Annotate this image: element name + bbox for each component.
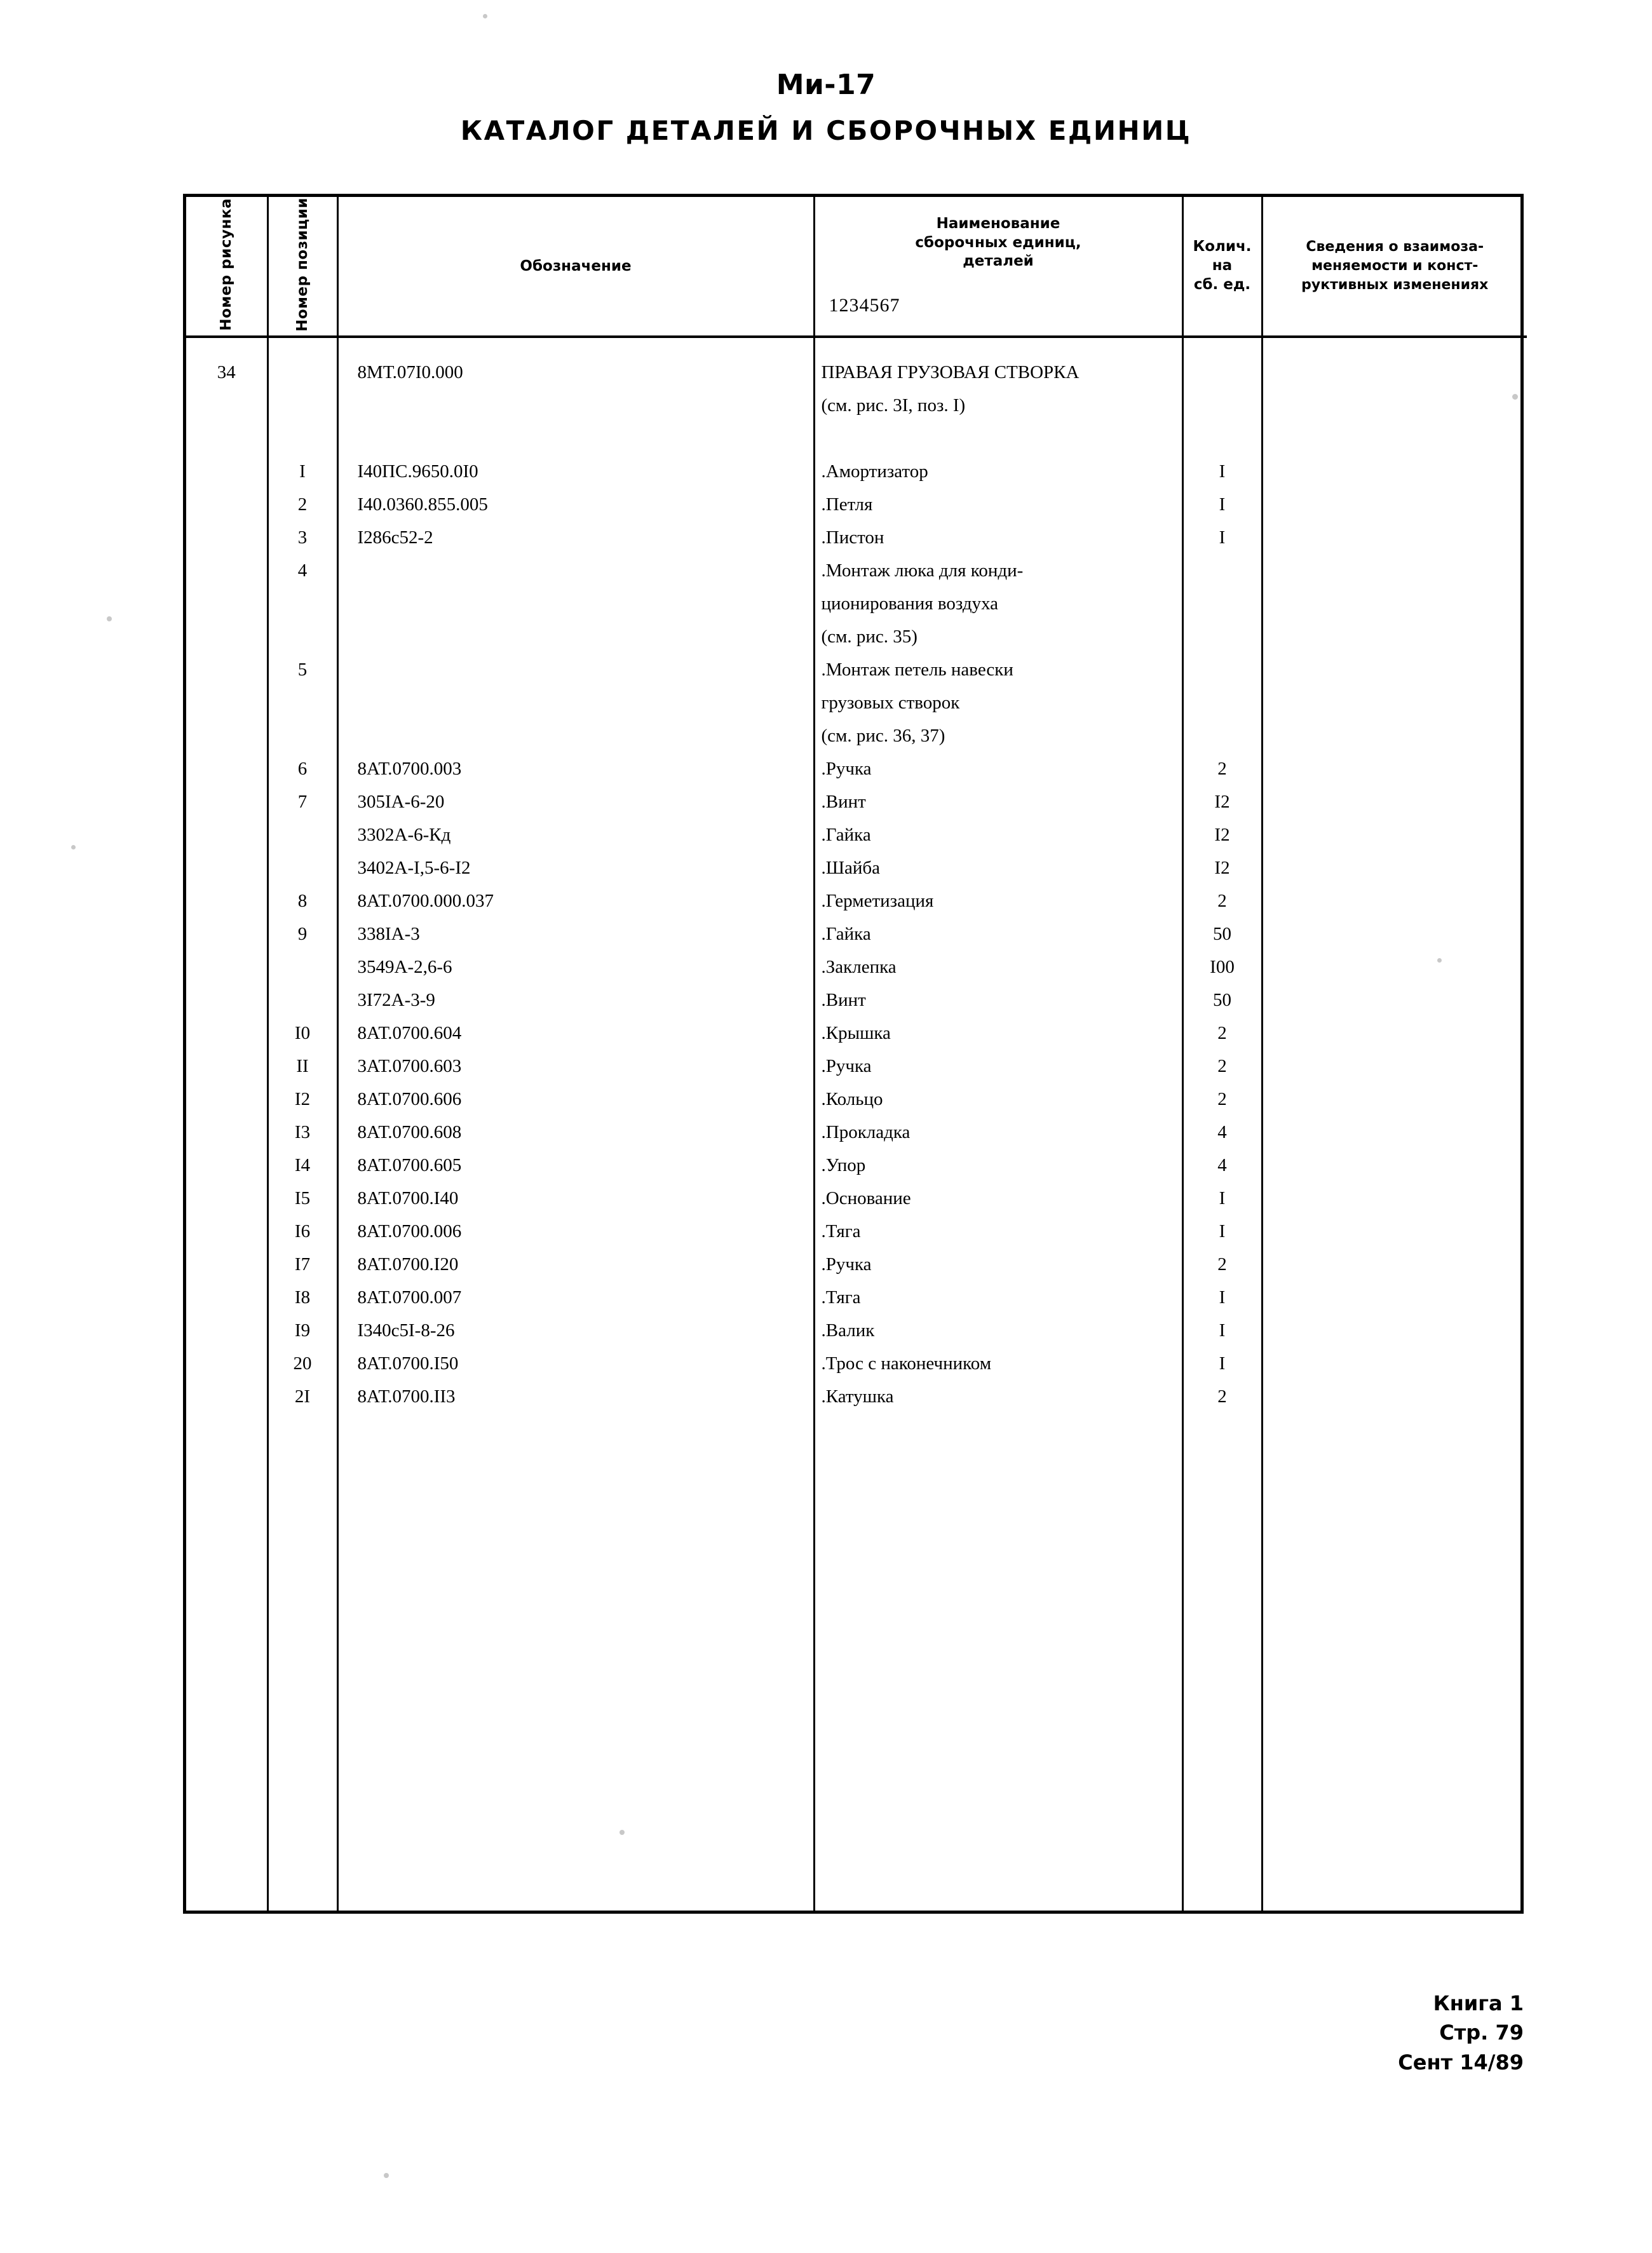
position-cell xyxy=(269,422,337,455)
quantity-cell: I xyxy=(1219,1353,1226,1374)
quantity-cell: I xyxy=(1219,1287,1226,1308)
position-cell xyxy=(269,851,337,884)
figure-cell xyxy=(186,951,267,984)
designation-cell: 3402А-I,5-6-I2 xyxy=(357,858,471,878)
designation-cell: 8АТ.0700.II3 xyxy=(357,1386,456,1407)
quantity-cell: 50 xyxy=(1213,990,1231,1010)
figure-cell xyxy=(186,1083,267,1116)
figure-cell xyxy=(186,1380,267,1413)
figure-cell xyxy=(186,488,267,521)
note-cell xyxy=(1263,554,1527,587)
quantity-cell xyxy=(1184,653,1261,686)
scan-speckle xyxy=(384,2173,389,2178)
figure-cell xyxy=(186,1314,267,1347)
quantity-cell: 2 xyxy=(1217,1056,1227,1076)
position-cell xyxy=(269,587,337,620)
quantity-cell: I xyxy=(1219,461,1226,482)
column-header-ruler: 1234567 xyxy=(829,295,900,316)
column-header-notes xyxy=(1262,197,1527,337)
designation-cell: 3АТ.0700.603 xyxy=(357,1056,462,1076)
footer-book: Книга 1 xyxy=(1433,1991,1524,2015)
figure-cell xyxy=(186,818,267,851)
name-cell: .Упор xyxy=(821,1155,866,1175)
figure-cell xyxy=(186,1281,267,1314)
name-cell: .Шайба xyxy=(821,858,881,878)
quantity-cell xyxy=(1184,587,1261,620)
column-header-notes-lines xyxy=(1263,238,1527,294)
position-column-list xyxy=(269,356,337,1413)
column-header-name-line2: сборочных единиц, xyxy=(915,234,1081,251)
designation-cell: 8АТ.0700.007 xyxy=(357,1287,462,1308)
designation-cell: 8АТ.0700.006 xyxy=(357,1221,462,1242)
name-cell: .Петля xyxy=(821,494,873,515)
figure-cell xyxy=(186,719,267,752)
quantity-cell: I xyxy=(1219,1320,1226,1341)
note-cell xyxy=(1263,356,1527,389)
figure-cell xyxy=(186,521,267,554)
figure-cell xyxy=(186,785,267,818)
quantity-cell xyxy=(1184,554,1261,587)
column-header-notes-line1: Сведения о взаимоза- xyxy=(1306,239,1484,255)
figure-cell: 34 xyxy=(217,362,236,382)
designation-cell xyxy=(358,719,813,752)
table-body xyxy=(186,337,1527,1911)
quantity-cell xyxy=(1184,620,1261,653)
position-cell: 4 xyxy=(297,560,308,581)
figure-cell xyxy=(186,1050,267,1083)
designation-cell: 8АТ.0700.608 xyxy=(357,1122,462,1142)
quantity-cell: 2 xyxy=(1217,1386,1227,1407)
designation-cell xyxy=(358,554,813,587)
figure-cell xyxy=(186,752,267,785)
name-cell xyxy=(822,422,1182,455)
note-cell xyxy=(1263,455,1527,488)
position-cell: I8 xyxy=(294,1287,311,1308)
quantity-cell: I00 xyxy=(1210,957,1235,977)
name-cell: .Валик xyxy=(821,1320,875,1341)
note-cell xyxy=(1263,1281,1527,1314)
figure-cell xyxy=(186,422,267,455)
name-cell: .Прокладка xyxy=(821,1122,911,1142)
position-cell xyxy=(269,951,337,984)
figure-cell xyxy=(186,554,267,587)
footer-page: Стр. 79 xyxy=(1439,2020,1524,2045)
position-cell: 2I xyxy=(294,1386,311,1407)
quantity-cell: I2 xyxy=(1214,858,1230,878)
quantity-cell: 4 xyxy=(1217,1155,1227,1175)
position-cell: I9 xyxy=(294,1320,311,1341)
document-footer xyxy=(1398,1989,1524,2077)
figure-cell xyxy=(186,1347,267,1380)
note-cell xyxy=(1263,389,1527,422)
note-cell xyxy=(1263,752,1527,785)
quantity-cell: I xyxy=(1219,494,1226,515)
designation-cell xyxy=(358,686,813,719)
name-cell: .Пистон xyxy=(821,527,884,548)
designation-cell: 305IА-6-20 xyxy=(357,792,445,812)
note-cell xyxy=(1263,785,1527,818)
column-header-quantity-line1: Колич. xyxy=(1193,238,1252,255)
document-header xyxy=(0,69,1652,146)
position-cell: I xyxy=(299,461,306,482)
name-cell: .Монтаж люка для конди- xyxy=(821,560,1024,581)
column-header-notes-line3: руктивных изменениях xyxy=(1301,276,1489,293)
position-cell: 7 xyxy=(297,792,308,812)
note-cell xyxy=(1263,1215,1527,1248)
column-cells-designation xyxy=(337,337,814,1911)
position-cell: I2 xyxy=(294,1089,311,1109)
name-cell: .Амортизатор xyxy=(821,461,928,482)
designation-cell: I340с5I-8-26 xyxy=(357,1320,455,1341)
note-cell xyxy=(1263,984,1527,1017)
designation-cell: 8МТ.07I0.000 xyxy=(357,362,463,382)
name-cell: ПРАВАЯ ГРУЗОВАЯ СТВОРКА xyxy=(821,362,1080,382)
quantity-cell: 4 xyxy=(1217,1122,1227,1142)
column-header-name xyxy=(814,197,1182,337)
figure-cell xyxy=(186,1182,267,1215)
position-cell: I4 xyxy=(294,1155,311,1175)
note-cell xyxy=(1263,1083,1527,1116)
quantity-cell: 2 xyxy=(1217,759,1227,779)
designation-cell: 3302А-6-Кд xyxy=(357,825,451,845)
position-cell xyxy=(269,686,337,719)
designation-cell xyxy=(358,620,813,653)
name-cell: (см. рис. 35) xyxy=(821,626,917,647)
note-cell xyxy=(1263,818,1527,851)
note-cell xyxy=(1263,686,1527,719)
quantity-cell xyxy=(1184,389,1261,422)
footer-date: Сент 14/89 xyxy=(1398,2050,1524,2074)
position-cell xyxy=(269,719,337,752)
column-header-notes-line2: меняемости и конст- xyxy=(1311,258,1479,274)
figure-cell xyxy=(186,917,267,951)
figure-cell xyxy=(186,1248,267,1281)
note-cell xyxy=(1263,951,1527,984)
notes-column-list xyxy=(1263,356,1527,1413)
column-header-quantity xyxy=(1182,197,1262,337)
designation-cell: 8АТ.0700.606 xyxy=(357,1089,462,1109)
quantity-cell xyxy=(1184,422,1261,455)
note-cell xyxy=(1263,1314,1527,1347)
position-cell: 9 xyxy=(297,924,308,944)
catalogue-table xyxy=(183,194,1524,1914)
note-cell xyxy=(1263,917,1527,951)
quantity-cell: 2 xyxy=(1217,891,1227,911)
figure-cell xyxy=(186,1017,267,1050)
scan-speckle xyxy=(71,845,76,849)
figure-cell xyxy=(186,984,267,1017)
position-cell: 8 xyxy=(297,891,308,911)
designation-cell: 8АТ.0700.003 xyxy=(357,759,462,779)
column-header-name-lines xyxy=(815,215,1182,318)
position-cell xyxy=(269,818,337,851)
table-header-row xyxy=(186,197,1527,337)
quantity-cell xyxy=(1184,356,1261,389)
note-cell xyxy=(1263,1182,1527,1215)
name-column-list xyxy=(815,356,1182,1413)
figure-cell xyxy=(186,1215,267,1248)
name-cell: .Тяга xyxy=(821,1221,861,1242)
name-cell: .Основание xyxy=(821,1188,911,1208)
quantity-cell xyxy=(1184,686,1261,719)
designation-column-list xyxy=(339,356,813,1413)
designation-cell: I286с52-2 xyxy=(357,527,433,548)
designation-cell: 8АТ.0700.000.037 xyxy=(357,891,494,911)
designation-cell: 8АТ.0700.605 xyxy=(357,1155,462,1175)
position-cell xyxy=(269,620,337,653)
note-cell xyxy=(1263,620,1527,653)
quantity-cell: I2 xyxy=(1214,792,1230,812)
quantity-column-list xyxy=(1184,356,1261,1413)
column-header-quantity-line3: сб. ед. xyxy=(1193,276,1251,293)
designation-cell xyxy=(358,587,813,620)
position-cell: I6 xyxy=(294,1221,311,1242)
note-cell xyxy=(1263,884,1527,917)
column-header-figure-label: Номер рисунка xyxy=(218,198,235,331)
position-cell: 3 xyxy=(297,527,308,548)
note-cell xyxy=(1263,1380,1527,1413)
position-cell: I7 xyxy=(294,1254,311,1275)
designation-cell: I40ПС.9650.0I0 xyxy=(357,461,478,482)
figure-cell xyxy=(186,851,267,884)
column-cells-figure xyxy=(186,337,267,1911)
name-cell: .Тяга xyxy=(821,1287,861,1308)
column-cells-position xyxy=(267,337,337,1911)
designation-cell: 8АТ.0700.I40 xyxy=(357,1188,459,1208)
position-cell: I3 xyxy=(294,1122,311,1142)
figure-cell xyxy=(186,587,267,620)
name-cell: .Ручка xyxy=(821,1254,872,1275)
column-cells-quantity xyxy=(1182,337,1262,1911)
designation-cell: 8АТ.0700.604 xyxy=(357,1023,462,1043)
column-cells-notes xyxy=(1262,337,1527,1911)
quantity-cell: I xyxy=(1219,1221,1226,1242)
column-header-quantity-line2: на xyxy=(1212,257,1233,274)
name-cell: .Катушка xyxy=(821,1386,894,1407)
figure-cell xyxy=(186,389,267,422)
name-cell: (см. рис. 36, 37) xyxy=(821,726,945,746)
name-cell: .Герметизация xyxy=(821,891,934,911)
designation-cell: 8АТ.0700.I50 xyxy=(357,1353,459,1374)
column-cells-name xyxy=(814,337,1182,1911)
name-cell: .Монтаж петель навески xyxy=(821,660,1013,680)
name-cell: .Заклепка xyxy=(821,957,897,977)
column-header-position-label: Номер позиции xyxy=(294,197,311,332)
name-cell: грузовых створок xyxy=(821,693,960,713)
model-designation: Ми-17 xyxy=(776,69,876,101)
note-cell xyxy=(1263,1050,1527,1083)
name-cell: ционирования воздуха xyxy=(821,593,999,614)
column-header-figure xyxy=(186,197,267,337)
scan-speckle xyxy=(483,14,487,18)
note-cell xyxy=(1263,488,1527,521)
page-title: КАТАЛОГ ДЕТАЛЕЙ И СБОРОЧНЫХ ЕДИНИЦ xyxy=(460,115,1192,146)
name-cell: .Винт xyxy=(821,792,866,812)
name-cell: .Кольцо xyxy=(821,1089,883,1109)
position-cell: 5 xyxy=(297,660,308,680)
quantity-cell: 2 xyxy=(1217,1089,1227,1109)
designation-cell: 3549А-2,6-6 xyxy=(357,957,452,977)
name-cell: .Ручка xyxy=(821,1056,872,1076)
figure-cell xyxy=(186,1116,267,1149)
column-header-name-line3: деталей xyxy=(963,253,1034,270)
designation-cell: I40.0360.855.005 xyxy=(357,494,488,515)
position-cell: 6 xyxy=(297,759,308,779)
note-cell xyxy=(1263,851,1527,884)
column-header-name-line1: Наименование xyxy=(936,215,1060,232)
position-cell xyxy=(269,984,337,1017)
position-cell: 20 xyxy=(293,1353,312,1374)
name-cell: .Крышка xyxy=(821,1023,891,1043)
scan-speckle xyxy=(107,616,112,621)
quantity-cell xyxy=(1184,719,1261,752)
note-cell xyxy=(1263,422,1527,455)
quantity-cell: 2 xyxy=(1217,1023,1227,1043)
note-cell xyxy=(1263,521,1527,554)
note-cell xyxy=(1263,587,1527,620)
name-cell: .Винт xyxy=(821,990,866,1010)
designation-cell xyxy=(358,422,813,455)
figure-cell xyxy=(186,455,267,488)
quantity-cell: I2 xyxy=(1214,825,1230,845)
position-cell: 2 xyxy=(297,494,308,515)
figure-cell xyxy=(186,653,267,686)
name-cell: .Гайка xyxy=(821,825,871,845)
quantity-cell: I xyxy=(1219,527,1226,548)
name-cell: .Ручка xyxy=(821,759,872,779)
column-header-position xyxy=(267,197,337,337)
position-cell: I5 xyxy=(294,1188,311,1208)
figure-column-list xyxy=(186,356,267,1413)
designation-cell: 8АТ.0700.I20 xyxy=(357,1254,459,1275)
note-cell xyxy=(1263,1347,1527,1380)
note-cell xyxy=(1263,1248,1527,1281)
position-cell: II xyxy=(296,1056,309,1076)
position-cell xyxy=(269,389,337,422)
column-header-designation xyxy=(337,197,814,337)
column-header-designation-label: Обозначение xyxy=(520,258,632,274)
designation-cell: 338IА-3 xyxy=(357,924,420,944)
name-cell: .Гайка xyxy=(821,924,871,944)
designation-cell: 3I72А-3-9 xyxy=(357,990,435,1010)
note-cell xyxy=(1263,653,1527,686)
name-cell: (см. рис. 3I, поз. I) xyxy=(821,395,966,416)
note-cell xyxy=(1263,1017,1527,1050)
position-cell xyxy=(269,356,337,389)
note-cell xyxy=(1263,1116,1527,1149)
figure-cell xyxy=(186,686,267,719)
figure-cell xyxy=(186,1149,267,1182)
figure-cell xyxy=(186,884,267,917)
note-cell xyxy=(1263,719,1527,752)
quantity-cell: I xyxy=(1219,1188,1226,1208)
quantity-cell: 50 xyxy=(1213,924,1231,944)
designation-cell xyxy=(358,653,813,686)
designation-cell xyxy=(358,389,813,422)
quantity-cell: 2 xyxy=(1217,1254,1227,1275)
note-cell xyxy=(1263,1149,1527,1182)
name-cell: .Трос с наконечником xyxy=(821,1353,992,1374)
figure-cell xyxy=(186,620,267,653)
column-header-quantity-lines xyxy=(1184,238,1261,295)
position-cell: I0 xyxy=(294,1023,311,1043)
